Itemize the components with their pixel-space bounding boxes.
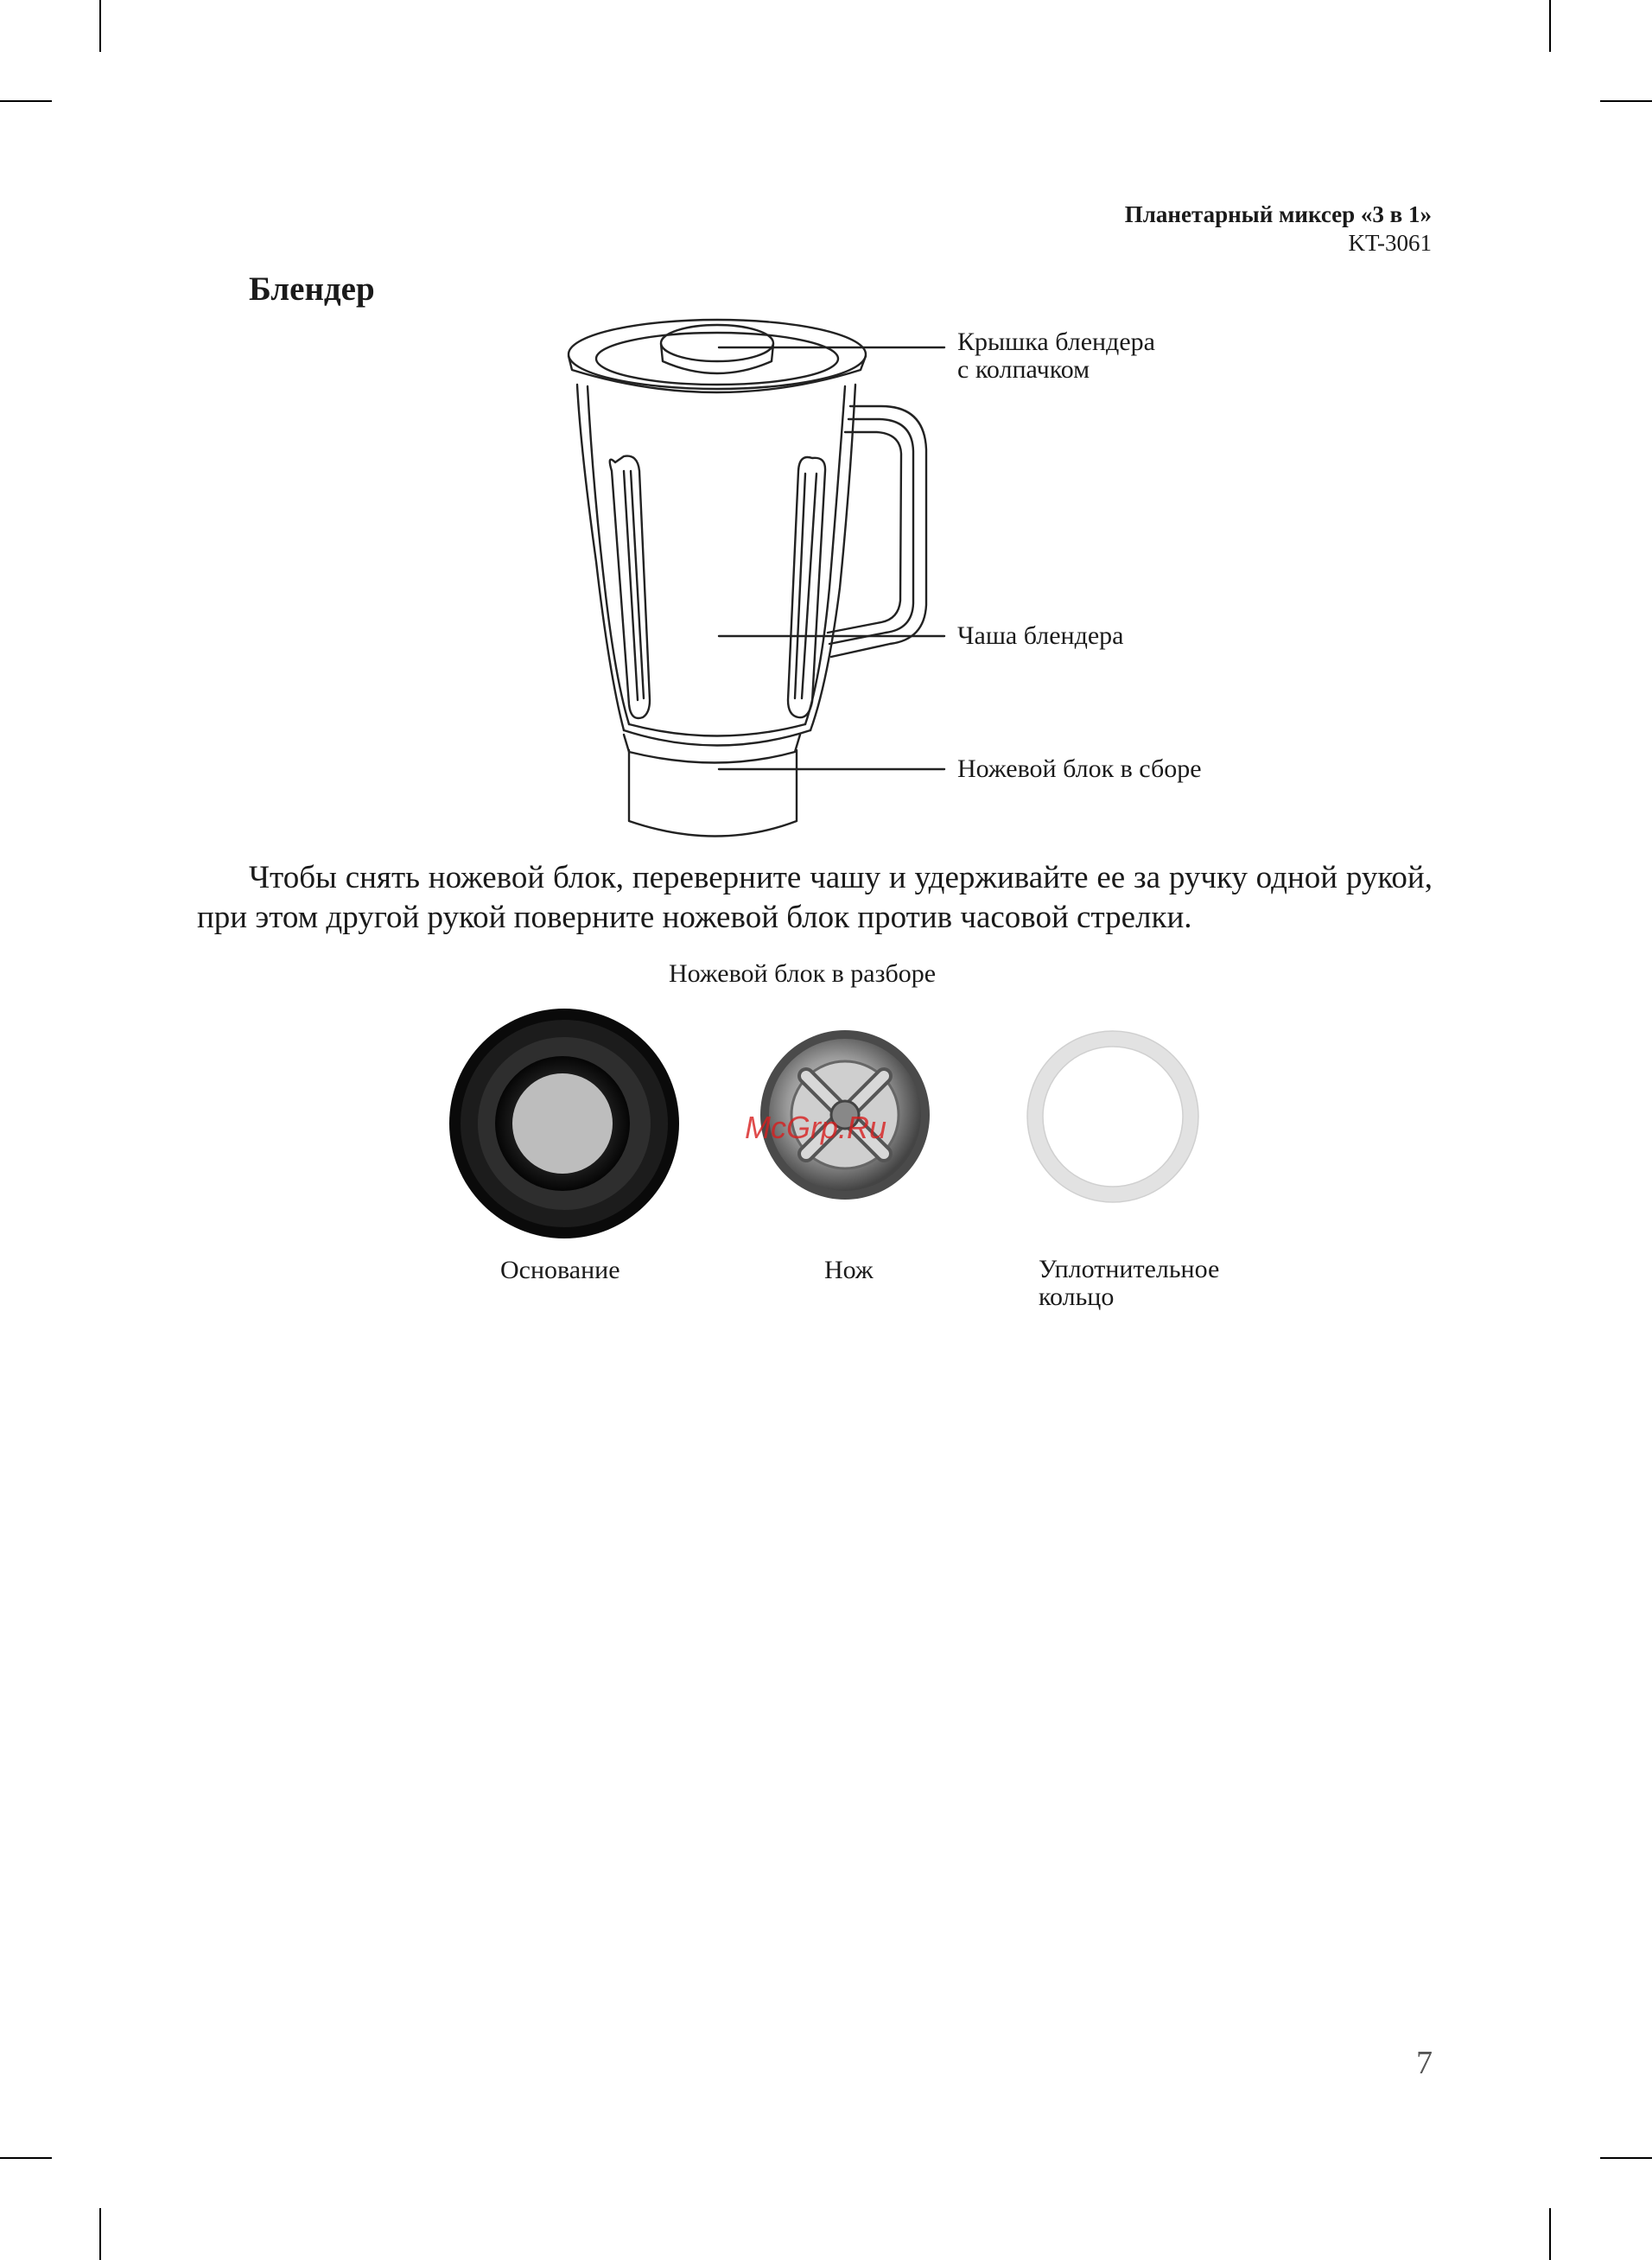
callout-lid <box>957 328 1155 384</box>
blender-diagram <box>0 0 1652 864</box>
section-title: Блендер <box>249 271 375 308</box>
caption-ring <box>1039 1256 1219 1311</box>
instruction-paragraph <box>197 858 1433 938</box>
header-model: KT-3061 <box>1348 230 1432 256</box>
callout-blade-assembly: Ножевой блок в сборе <box>957 754 1202 783</box>
watermark: McGrp.Ru <box>745 1110 887 1145</box>
crop-mark <box>0 2157 52 2159</box>
instruction-text: Чтобы снять ножевой блок, переверните чашу и удерживайте ее за ручку одной рукой, при этом другой рукой поверните ножевой блок против часовой стрелки. <box>197 860 1433 935</box>
page-number: 7 <box>1416 2045 1433 2081</box>
crop-mark <box>1549 2208 1551 2260</box>
crop-mark <box>99 2208 101 2260</box>
callout-lid-line1: Крышка блендера <box>957 328 1155 356</box>
header-title: Планетарный миксер «3 в 1» <box>1124 201 1432 227</box>
callout-lid-line2: с колпачком <box>957 355 1090 384</box>
disassembly-title: Ножевой блок в разборе <box>669 959 937 988</box>
base-part-image <box>448 1007 681 1240</box>
caption-knife: Нож <box>824 1256 874 1284</box>
ring-part-image <box>1025 1028 1201 1205</box>
callout-jar: Чаша блендера <box>957 621 1124 650</box>
caption-base: Основание <box>500 1256 620 1284</box>
caption-ring-line2: кольцо <box>1039 1283 1115 1311</box>
crop-mark <box>1600 2157 1652 2159</box>
caption-ring-line1: Уплотнительное <box>1039 1255 1220 1283</box>
